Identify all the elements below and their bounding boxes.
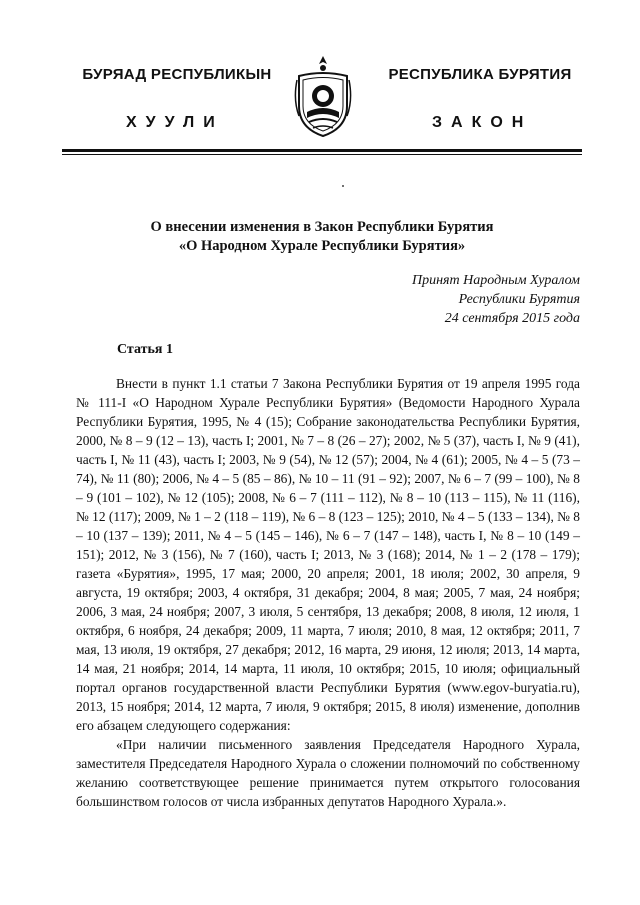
adoption-line-2: Республики Бурятия: [458, 292, 580, 307]
law-title-line-2: «О Народном Хурале Республики Бурятия»: [178, 238, 466, 254]
article-paragraph-1: Внести в пункт 1.1 статьи 7 Закона Республики Бурятия от 19 апреля 1995 года № 111-I «О Народном Хурале Республики Бурятия» (Ведомости Народного Хурала Республики Бурятия, 1995, № 4 (15); Собрание законодательства Республики Бурятия, 2000, № 8 – 9 (12 – 13), часть I; 2001, № 7 – 8 (26 – 27); 2002, № 5 (37), часть I, № 9 (41), часть I, № 11 (43), часть I; 2003, № 9 (54), № 12 (57); 2004, № 4 (61); 2005, № 4 – 5 (73 – 74), № 11 (80); 2006, № 4 – 5 (85 – 86), № 10 – 11 (91 – 92); 2007, № 6 – 7 (99 – 100), № 8 – 9 (101 – 102), № 12 (105); 2008, № 6 – 7 (111 – 112), № 8 – 10 (113 – 115), № 11 (116), № 12 (117); 2009, № 1 – 2 (118 – 119), № 6 – 8 (123 – 125); 2010, № 4 – 5 (133 – 134), № 8 – 10 (137 – 139); 2011, № 4 – 5 (145 – 146), № 6 – 7 (147 – 148), часть I, № 8 – 10 (149 – 151); 2012, № 3 (156), № 7 (160), часть I; 2013, № 3 (168); 2014, № 1 – 2 (178 – 179); газета «Бурятия», 1995, 17 мая; 2000, 20 апреля; 2001, 18 июля; 2002, 30 апреля, 9 августа, 19 октября; 2003, 4 октября, 31 декабря; 2004, 8 мая; 2005, 7 мая, 24 ноября; 2006, 3 мая, 24 ноября; 2007, 3 июля, 5 сентября, 13 декабря; 2008, 8 июля, 12 июля, 1 октября, 6 ноября, 24 декабря; 2009, 11 марта, 7 июля; 2010, 8 мая, 12 октября; 2011, 7 мая, 13 июля, 19 октября, 27 декабря; 2012, 16 марта, 29 июня, 12 июля; 2013, 14 марта, 14 мая, 21 ноября; 2014, 14 марта, 11 июля, 10 октября; 2015, 10 июля; официальный портал органов государственной власти Республики Бурятия (www.egov-buryatia.ru), 2013, 15 ноября; 2014, 12 марта, 7 июля, 9 октября; 2015, 8 июля) изменение, дополнив его абзацем следующего содержания:: [76, 376, 580, 733]
header-rule-thick: [62, 149, 582, 152]
article-heading: Статья 1: [117, 342, 173, 357]
header-right-title: РЕСПУБЛИКА БУРЯТИЯ: [388, 66, 572, 83]
header-left-sub: ХУУЛИ: [126, 114, 224, 131]
article-paragraph-2: «При наличии письменного заявления Председателя Народного Хурала, заместителя Председателя Народного Хурала о сложении полномочий по собственному желанию соответствующее решение принимается путем открытого голосования большинством голосов от числа избранных депутатов Народного Хурала.».: [76, 737, 580, 809]
scan-speck: [342, 185, 344, 187]
adoption-date: 24 сентября 2015 года: [444, 311, 580, 326]
article-body: [76, 374, 580, 811]
coat-of-arms-icon: [293, 50, 353, 142]
adoption-note: [412, 271, 580, 328]
header-left-title: БУРЯАД РЕСПУБЛИКЫН: [82, 66, 272, 83]
law-title-line-1: О внесении изменения в Закон Республики Бурятия: [150, 219, 494, 235]
law-title: [62, 218, 582, 256]
header-right-sub: ЗАКОН: [432, 114, 533, 131]
header-rule-thin: [62, 154, 582, 155]
adoption-line-1: Принят Народным Хуралом: [411, 273, 580, 288]
